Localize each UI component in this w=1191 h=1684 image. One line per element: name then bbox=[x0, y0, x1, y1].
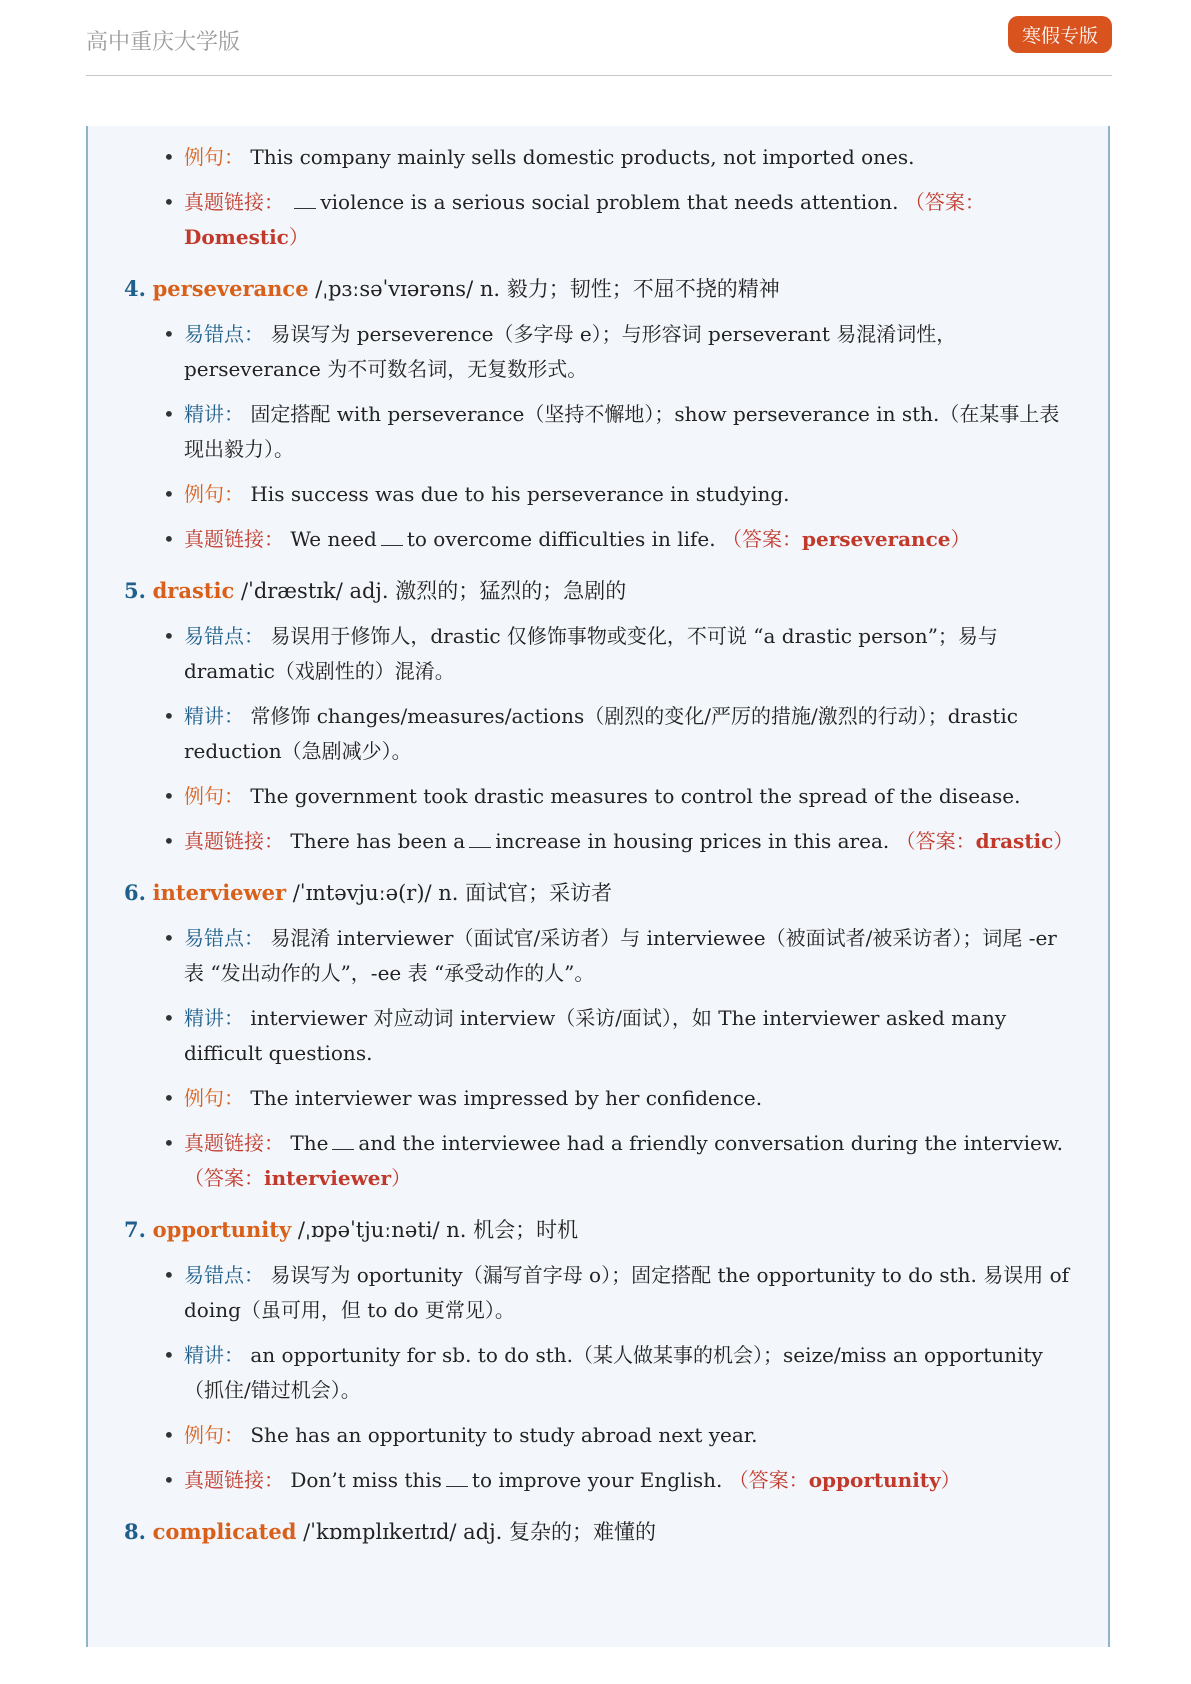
entry-number: 4. bbox=[124, 276, 146, 301]
example-text: The interviewer was impressed by her confidence. bbox=[250, 1086, 763, 1110]
example-label: 例句： bbox=[184, 1086, 244, 1110]
example-text: She has an opportunity to study abroad next year. bbox=[250, 1423, 758, 1447]
exam-link-bullet bbox=[88, 185, 1108, 255]
page-header bbox=[86, 0, 1112, 76]
definition: /ˈdræstɪk/ adj. 激烈的；猛烈的；急剧的 bbox=[240, 579, 627, 603]
answer-blank bbox=[294, 186, 316, 209]
answer: （答案：interviewer） bbox=[184, 1166, 412, 1190]
header-title: 高中重庆大学版 bbox=[86, 30, 241, 55]
word-heading bbox=[88, 1212, 1108, 1248]
example-bullet bbox=[88, 477, 1108, 512]
headword: complicated bbox=[152, 1519, 297, 1544]
word-heading bbox=[88, 573, 1108, 609]
explain-label: 精讲： bbox=[184, 1343, 244, 1367]
easy-error-text: 易误写为 perseverence（多字母 e）；与形容词 perseverant 易混淆词性，perseverance 为不可数名词，无复数形式。 bbox=[184, 322, 957, 381]
word-heading bbox=[88, 1514, 1108, 1550]
explain-text: 常修饰 changes/measures/actions（剧烈的变化/严厉的措施/激烈的行动）；drastic reduction（急剧减少）。 bbox=[184, 704, 1018, 763]
example-bullet bbox=[88, 779, 1108, 814]
explain-text: an opportunity for sb. to do sth.（某人做某事的机会）；seize/miss an opportunity（抓住/错过机会）。 bbox=[184, 1343, 1043, 1402]
explain-label: 精讲： bbox=[184, 402, 244, 426]
entry-list bbox=[88, 271, 1108, 1550]
entry-bullets bbox=[88, 317, 1108, 557]
explain-bullet bbox=[88, 1001, 1108, 1071]
definition: /ˌpɜːsəˈvɪərəns/ n. 毅力；韧性；不屈不挠的精神 bbox=[315, 277, 780, 301]
answer-blank bbox=[446, 1464, 468, 1487]
exam-link-pre: There has been a bbox=[290, 829, 466, 853]
entry-number: 7. bbox=[124, 1217, 146, 1242]
answer-blank bbox=[332, 1127, 354, 1150]
vocab-entry bbox=[88, 875, 1108, 1196]
answer: （答案：perseverance） bbox=[721, 527, 971, 551]
easy-error-text: 易误用于修饰人，drastic 仅修饰事物或变化，不可说 “a drastic person”；易与 dramatic（戏剧性的）混淆。 bbox=[184, 624, 998, 683]
easy-error-label: 易错点： bbox=[184, 624, 264, 648]
explain-text: 固定搭配 with perseverance（坚持不懈地）；show perseverance in sth.（在某事上表现出毅力）。 bbox=[184, 402, 1060, 461]
example-label: 例句： bbox=[184, 482, 244, 506]
vocab-entry bbox=[88, 1514, 1108, 1550]
example-text: This company mainly sells domestic products, not imported ones. bbox=[250, 145, 915, 169]
definition: /ˈkɒmplɪkeɪtɪd/ adj. 复杂的；难懂的 bbox=[303, 1520, 656, 1544]
headword: drastic bbox=[152, 578, 235, 603]
headword: interviewer bbox=[152, 880, 287, 905]
easy-error-bullet bbox=[88, 619, 1108, 689]
vocab-entry bbox=[88, 1212, 1108, 1498]
exam-link-label: 真题链接： bbox=[184, 527, 284, 551]
entry-number: 6. bbox=[124, 880, 146, 905]
exam-link-pre: Don’t miss this bbox=[290, 1468, 442, 1492]
answer-blank bbox=[469, 825, 491, 848]
exam-link-label: 真题链接： bbox=[184, 190, 284, 214]
exam-link-pre: The bbox=[290, 1131, 329, 1155]
explain-bullet bbox=[88, 699, 1108, 769]
explain-label: 精讲： bbox=[184, 704, 244, 728]
exam-link-post: to improve your English. bbox=[471, 1468, 723, 1492]
exam-link-pre: We need bbox=[290, 527, 377, 551]
exam-link-post: and the interviewee had a friendly conversation during the interview. bbox=[358, 1131, 1063, 1155]
easy-error-label: 易错点： bbox=[184, 322, 264, 346]
example-text: His success was due to his perseverance in studying. bbox=[250, 482, 790, 506]
explain-bullet bbox=[88, 1338, 1108, 1408]
word-heading bbox=[88, 875, 1108, 911]
vocab-entry bbox=[88, 573, 1108, 859]
header-divider bbox=[86, 75, 1112, 76]
easy-error-bullet bbox=[88, 1258, 1108, 1328]
exam-link-text: violence is a serious social problem that needs attention. bbox=[320, 190, 899, 214]
answer: （答案：opportunity） bbox=[728, 1468, 961, 1492]
easy-error-text: 易误写为 oportunity（漏写首字母 o）；固定搭配 the opportunity to do sth. 易误用 of doing（虽可用，但 to do 更常见）。 bbox=[184, 1263, 1070, 1322]
header-badge: 寒假专版 bbox=[1008, 16, 1112, 53]
explain-text: interviewer 对应动词 interview（采访/面试），如 The interviewer asked many difficult questions. bbox=[184, 1006, 1007, 1065]
headword: opportunity bbox=[152, 1217, 292, 1242]
exam-link-label: 真题链接： bbox=[184, 829, 284, 853]
entry-bullets bbox=[88, 619, 1108, 859]
explain-bullet bbox=[88, 397, 1108, 467]
exam-link-label: 真题链接： bbox=[184, 1468, 284, 1492]
headword: perseverance bbox=[152, 276, 309, 301]
answer: （答案：drastic） bbox=[895, 829, 1074, 853]
example-bullet bbox=[88, 1081, 1108, 1116]
easy-error-text: 易混淆 interviewer（面试官/采访者）与 interviewee（被面试者/被采访者）；词尾 -er 表 “发出动作的人”，-ee 表 “承受动作的人”。 bbox=[184, 926, 1057, 985]
definition: /ˌɒpəˈtjuːnəti/ n. 机会；时机 bbox=[297, 1218, 579, 1242]
entry-bullets bbox=[88, 921, 1108, 1196]
top-bullets bbox=[88, 140, 1108, 255]
easy-error-label: 易错点： bbox=[184, 926, 264, 950]
exam-link-bullet bbox=[88, 522, 1108, 557]
exam-link-post: to overcome difficulties in life. bbox=[406, 527, 716, 551]
easy-error-bullet bbox=[88, 921, 1108, 991]
definition: /ˈɪntəvjuːə(r)/ n. 面试官；采访者 bbox=[292, 881, 613, 905]
answer: （答案：Domestic） bbox=[184, 190, 985, 249]
explain-label: 精讲： bbox=[184, 1006, 244, 1030]
exam-link-bullet bbox=[88, 1463, 1108, 1498]
exam-link-bullet bbox=[88, 824, 1108, 859]
example-label: 例句： bbox=[184, 1423, 244, 1447]
exam-link-label: 真题链接： bbox=[184, 1131, 284, 1155]
example-label: 例句： bbox=[184, 145, 244, 169]
exam-link-post: increase in housing prices in this area. bbox=[495, 829, 890, 853]
example-bullet bbox=[88, 140, 1108, 175]
vocab-entry bbox=[88, 271, 1108, 557]
example-bullet bbox=[88, 1418, 1108, 1453]
answer-blank bbox=[381, 523, 403, 546]
entry-number: 5. bbox=[124, 578, 146, 603]
exam-link-bullet bbox=[88, 1126, 1108, 1196]
vocab-panel bbox=[86, 126, 1110, 1647]
example-text: The government took drastic measures to control the spread of the disease. bbox=[250, 784, 1021, 808]
easy-error-label: 易错点： bbox=[184, 1263, 264, 1287]
example-label: 例句： bbox=[184, 784, 244, 808]
easy-error-bullet bbox=[88, 317, 1108, 387]
entry-bullets bbox=[88, 1258, 1108, 1498]
word-heading bbox=[88, 271, 1108, 307]
entry-number: 8. bbox=[124, 1519, 146, 1544]
